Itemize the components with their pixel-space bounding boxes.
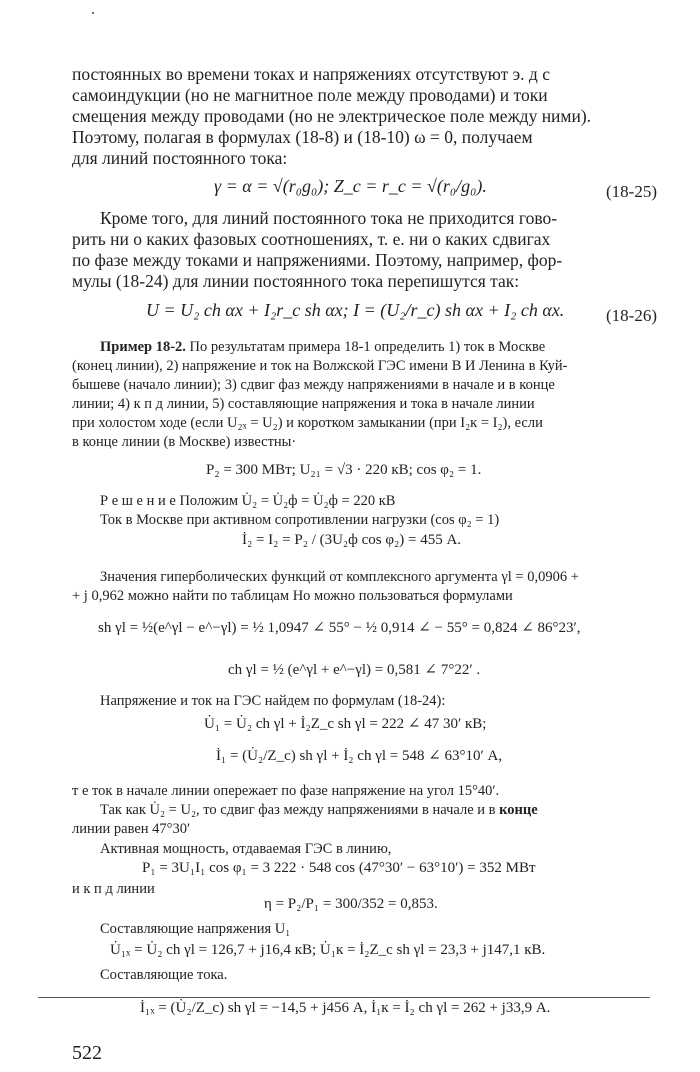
- text-line: Активная мощность, отдаваемая ГЭС в линию,: [100, 841, 392, 857]
- text-line: Ток в Москве при активном сопротивлении нагрузки (cos φ₂ = 1): [100, 512, 500, 528]
- example-text: По результатам примера 18-1 определить 1) ток в Москве: [185, 339, 546, 355]
- text-line: (конец линии), 2) напряжение и ток на Волжской ГЭС имени В И Ленина в Куй-: [72, 358, 568, 374]
- text-line: т е ток в начале линии опережает по фазе напряжение на угол 15°40′.: [72, 783, 500, 799]
- text-line: и к п д линии: [72, 881, 155, 897]
- equation-18-25: γ = α = √(r₀g₀); Z_c = r_c = √(r₀/g₀).: [214, 176, 487, 196]
- text-line: + j 0,962 можно найти по таблицам Но можно пользоваться формулами: [72, 588, 513, 604]
- since-text: Так как U̇₂ = U₂, то сдвиг фаз между напряжениями в начале и в: [100, 802, 496, 818]
- u1x-equation: U̇₁ₓ = U̇₂ ch γl = 126,7 + j16,4 кВ; U̇₁к = İ₂Z_c sh γl = 23,3 + j147,1 кВ.: [110, 942, 546, 958]
- text-line: постоянных во времени токах и напряжениях отсутствуют э. д с: [72, 64, 550, 84]
- text-line: для линий постоянного тока:: [72, 148, 288, 168]
- equation-number: (18-26): [606, 306, 657, 325]
- solution-text: Положим U̇₂ = U̇₂ф = U̇₂ф = 220 кВ: [175, 493, 396, 509]
- text-line: мулы (18-24) для линии постоянного тока перепишутся так:: [72, 271, 520, 291]
- solution-label: Р е ш е н и е: [100, 493, 176, 509]
- text-line: Составляющие тока.: [100, 967, 228, 983]
- eta-equation: η = P₂/P₁ = 300/352 = 0,853.: [264, 896, 438, 912]
- since-bold-word: конце: [499, 802, 538, 818]
- speck: [92, 12, 94, 14]
- text-line: Составляющие напряжения U₁: [100, 921, 291, 937]
- text-line: по фазе между токами и напряжениями. Поэтому, например, фор-: [72, 250, 563, 270]
- example-heading: [100, 338, 545, 357]
- text-line: Значения гиперболических функций от комплексного аргумента γl = 0,0906 +: [100, 569, 579, 585]
- text-line: при холостом ходе (если U₂ₓ = U₂) и коротком замыкании (при I₂к = I₂), если: [72, 415, 543, 431]
- text-line: в конце линии (в Москве) известны·: [72, 434, 297, 450]
- text-line: смещения между проводами (но не электрическое поле между ними).: [72, 106, 592, 126]
- u1-equation: U̇₁ = U̇₂ ch γl + İ₂Z_c sh γl = 222 ∠ 47 30′ кВ;: [204, 716, 487, 732]
- i1-equation: İ₁ = (U̇₂/Z_c) sh γl + İ₂ ch γl = 548 ∠ 63°10′ А,: [216, 748, 503, 764]
- text-line: линии; 4) к п д линии, 5) составляющие напряжения и тока в начале линии: [72, 396, 535, 412]
- text-line: бышеве (начало линии); 3) сдвиг фаз между напряжениями в начале и в конце: [72, 377, 555, 393]
- text-line: Напряжение и ток на ГЭС найдем по формулам (18-24):: [100, 693, 446, 709]
- text-line: рить ни о каких фазовых соотношениях, т. е. ни о каких сдвигах: [72, 229, 551, 249]
- ch-equation: ch γl = ½ (e^γl + e^−γl) = 0,581 ∠ 7°22′ .: [228, 662, 481, 678]
- page-number: 522: [72, 1042, 102, 1064]
- text-line: [100, 801, 538, 820]
- divider-line: [38, 997, 650, 998]
- example-label: Пример 18-2.: [100, 339, 186, 355]
- p1-equation: P₁ = 3U₁I₁ cos φ₁ = 3 222 · 548 cos (47°30′ − 63°10′) = 352 МВт: [142, 860, 536, 876]
- sh-equation: sh γl = ½(e^γl − e^−γl) = ½ 1,0947 ∠ 55° − ½ 0,914 ∠ − 55° = 0,824 ∠ 86°23′,: [98, 620, 581, 636]
- text-line: линии равен 47°30′: [72, 821, 191, 837]
- equation-18-26: U = U₂ ch αx + I₂r_c sh αx; I = (U₂/r_c) sh αx + I₂ ch αx.: [146, 300, 565, 320]
- solution-line: [100, 492, 395, 511]
- current-equation: İ₂ = I₂ = P₂ / (3U₂ф cos φ₂) = 455 А.: [242, 532, 462, 548]
- given-values: P₂ = 300 МВт; U₂₁ = √3 · 220 кВ; cos φ₂ = 1.: [206, 462, 482, 478]
- text-line: Поэтому, полагая в формулах (18-8) и (18-10) ω = 0, получаем: [72, 127, 533, 147]
- text-line: Кроме того, для линий постоянного тока не приходится гово-: [100, 208, 558, 228]
- equation-number: (18-25): [606, 182, 657, 201]
- text-line: самоиндукции (но не магнитное поле между проводами) и токи: [72, 85, 548, 105]
- i1x-equation: İ₁ₓ = (U̇₂/Z_c) sh γl = −14,5 + j456 А, İ₁к = İ₂ ch γl = 262 + j33,9 А.: [140, 1000, 551, 1016]
